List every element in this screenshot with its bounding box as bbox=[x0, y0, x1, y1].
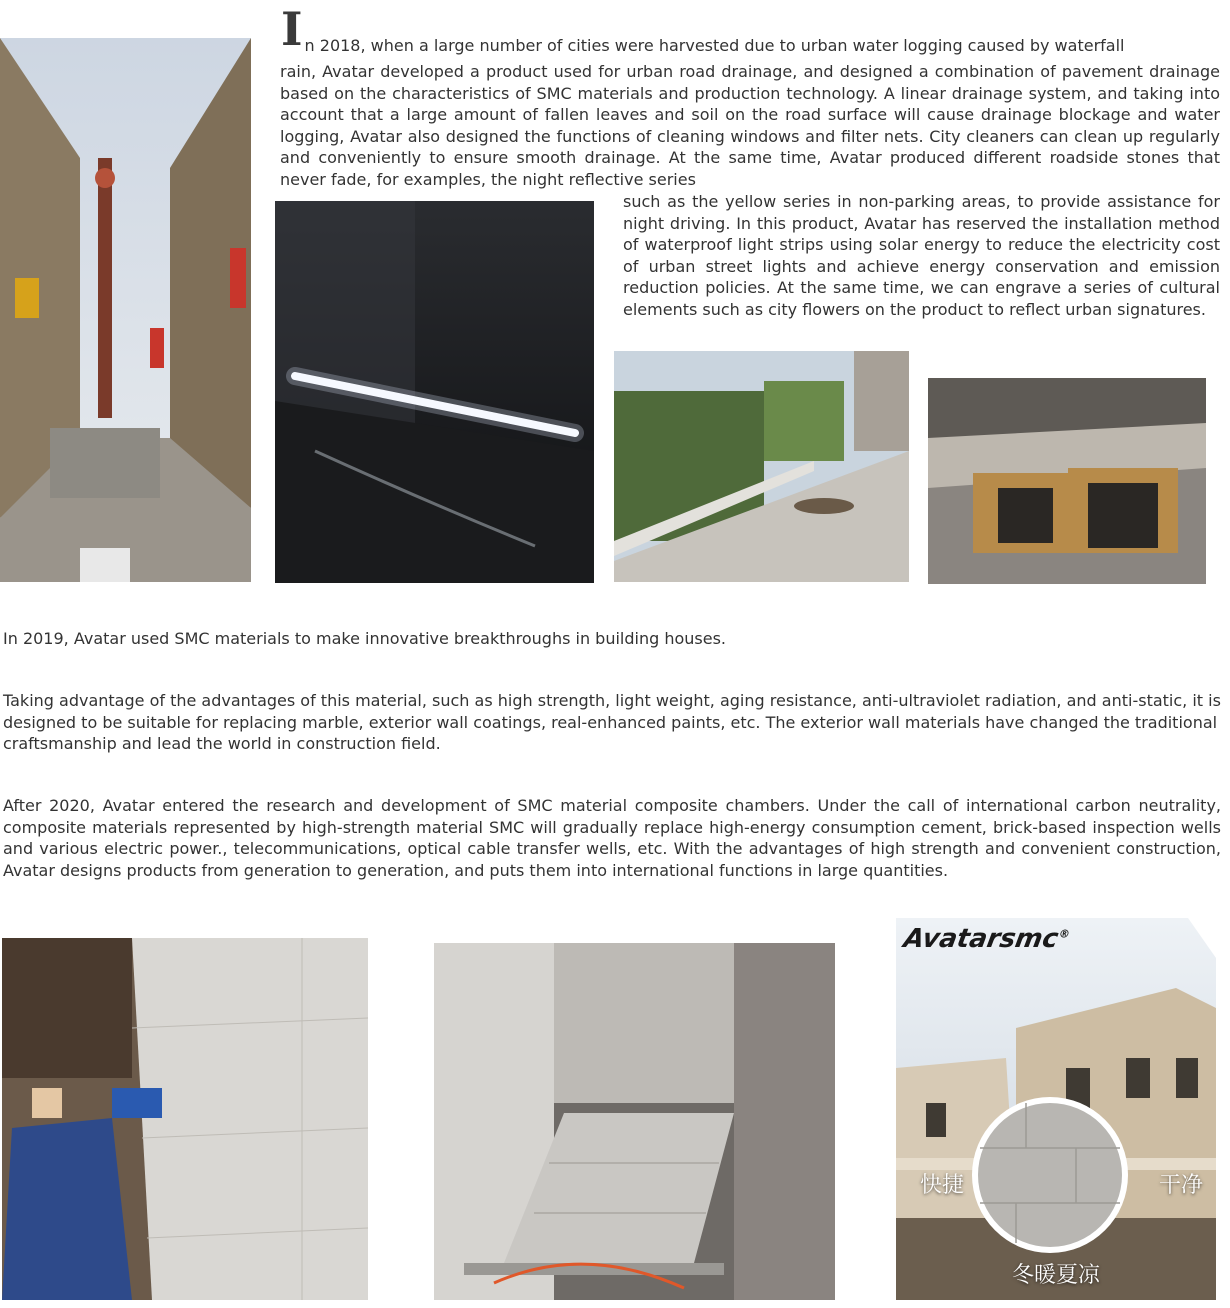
logo-text: Avatarsmc bbox=[901, 924, 1061, 954]
avatar-logo bbox=[901, 924, 1071, 954]
house-promo-image bbox=[896, 918, 1216, 1300]
intro-first-line bbox=[281, 2, 1223, 59]
drop-cap: I bbox=[281, 2, 303, 56]
logo-registered-mark: ® bbox=[1057, 927, 1072, 941]
intro-paragraph-top: rain, Avatar developed a product used for urban road drainage, and designed a combination of pavement drainage based on the characteristics of SMC materials and production technology. A linear drainage system, and taking into account that a large amount of fallen leaves and soil on the road surface will cause drainage blockage and water logging, Avatar also designed the functions of cleaning windows and filter nets. City cleaners can clean up regularly and conveniently to ensure smooth drainage. At the same time, Avatar produced different roadside stones that never fade, for examples, the night reflective series bbox=[280, 62, 1220, 189]
label-clean: 干净 bbox=[1159, 1173, 1204, 1198]
label-quick: 快捷 bbox=[920, 1173, 965, 1198]
panel-conveyor-photo bbox=[434, 943, 835, 1300]
street-photo bbox=[0, 38, 251, 582]
intro-paragraph-right: such as the yellow series in non-parking areas, to provide assistance for night driving. In this product, Avatar has reserved the installation method of waterproof light strips using solar energy to reduce the electricity cost of urban street lights and achieve energy conservation and emission reduction policies. At the same time, we can engrave a series of cultural elements such as city flowers on the product to reflect urban signatures. bbox=[623, 192, 1220, 319]
paragraph-advantages: Taking advantage of the advantages of this material, such as high strength, light weight, aging resistance, anti-ultraviolet radiation, and anti-static, it is designed to be suitable for replacing marble, exterior wall coatings, real-enhanced paints, etc. The exterior wall materials have changed the traditional craftsmanship and lead the world in construction field. bbox=[3, 691, 1221, 754]
drain-grate-photo bbox=[928, 378, 1206, 584]
paragraph-2019: In 2019, Avatar used SMC materials to make innovative breakthroughs in building houses. bbox=[3, 629, 727, 648]
roadside-curb-photo bbox=[614, 351, 909, 582]
light-strip-photo bbox=[275, 201, 594, 583]
paragraph-2020: After 2020, Avatar entered the research and development of SMC material composite chambers. Under the call of international carbon neutrality, composite materials represented by high-strength material SMC will gradually replace high-energy consumption cement, brick-based inspection wells and various electric power., telecommunications, optical cable transfer wells, etc. With the advantages of high strength and convenient construction, Avatar designs products from generation to generation, and puts them into international functions in large quantities. bbox=[3, 796, 1221, 880]
intro-line: n 2018, when a large number of cities were harvested due to urban water logging caused by waterfall bbox=[304, 36, 1125, 55]
wall-installation-photo bbox=[2, 938, 368, 1300]
label-warm-cool: 冬暖夏凉 bbox=[1012, 1263, 1101, 1288]
